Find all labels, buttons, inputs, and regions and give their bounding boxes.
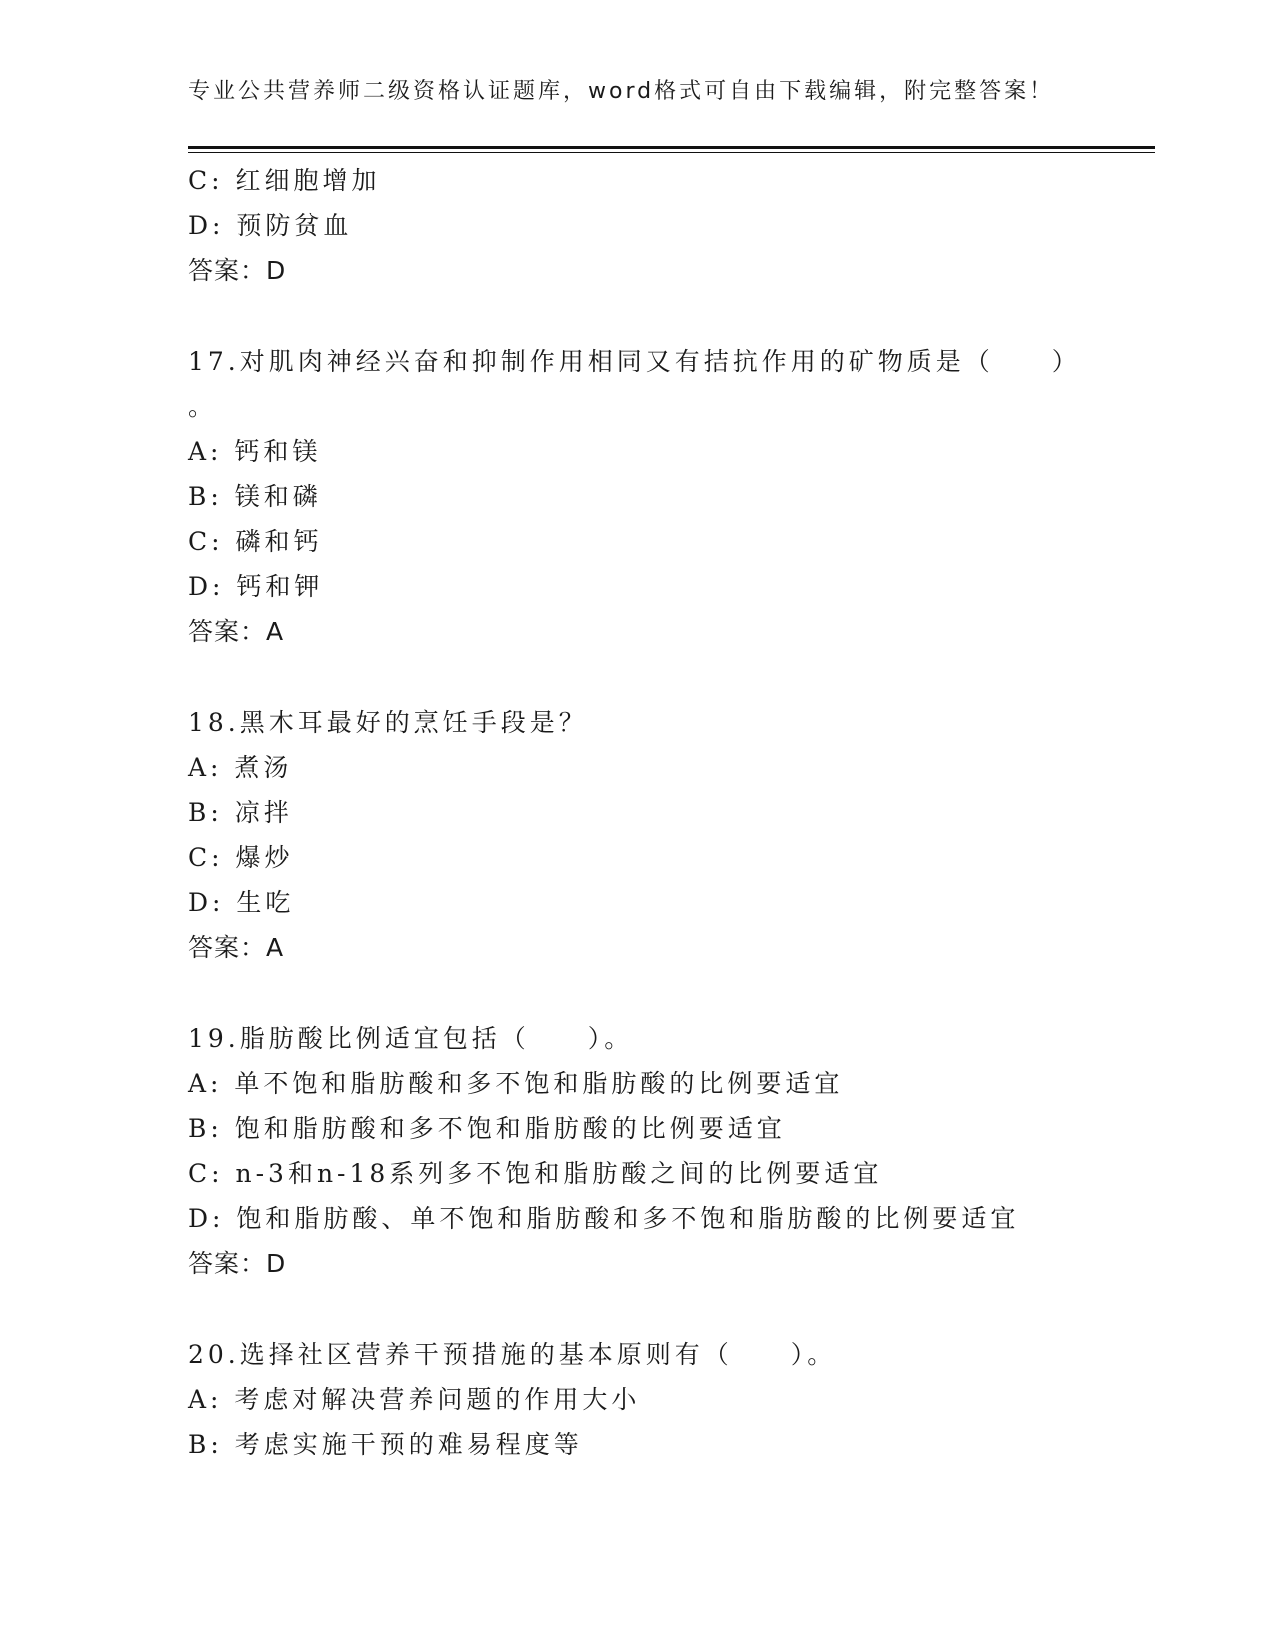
question-20 xyxy=(188,1332,1155,1467)
question-stem: 17.对肌肉神经兴奋和抑制作用相同又有拮抗作用的矿物质是（ ） xyxy=(188,347,1081,376)
question-stem-continuation: 。 xyxy=(188,392,218,421)
header-rule-thick xyxy=(188,146,1155,149)
option-d: D: 预防贫血 xyxy=(188,211,353,240)
answer-line: 答案：A xyxy=(188,933,285,962)
question-16-tail xyxy=(188,158,1155,293)
answer-line: 答案：D xyxy=(188,256,287,285)
option-c: C: 爆炒 xyxy=(188,843,294,872)
header-rule-thin xyxy=(188,152,1155,153)
option-c: C: 红细胞增加 xyxy=(188,166,381,195)
question-stem: 19.脂肪酸比例适宜包括（ ）。 xyxy=(188,1024,634,1053)
option-d: D: 钙和钾 xyxy=(188,572,324,601)
option-a: A: 煮汤 xyxy=(188,753,293,782)
question-18 xyxy=(188,700,1155,970)
option-b: B: 考虑实施干预的难易程度等 xyxy=(188,1430,583,1459)
option-d: D: 饱和脂肪酸、单不饱和脂肪酸和多不饱和脂肪酸的比例要适宜 xyxy=(188,1204,1020,1233)
question-17 xyxy=(188,339,1155,654)
option-d: D: 生吃 xyxy=(188,888,295,917)
option-a: A: 考虑对解决营养问题的作用大小 xyxy=(188,1385,641,1414)
option-c: C: n-3和n-18系列多不饱和脂肪酸之间的比例要适宜 xyxy=(188,1159,883,1188)
question-stem: 18.黑木耳最好的烹饪手段是？ xyxy=(188,708,588,737)
page-header: 专业公共营养师二级资格认证题库，word格式可自由下载编辑，附完整答案！ xyxy=(188,79,1055,104)
option-b: B: 凉拌 xyxy=(188,798,293,827)
question-list xyxy=(188,158,1155,1467)
option-b: B: 饱和脂肪酸和多不饱和脂肪酸的比例要适宜 xyxy=(188,1114,786,1143)
question-stem: 20.选择社区营养干预措施的基本原则有（ ）。 xyxy=(188,1340,837,1369)
question-19 xyxy=(188,1016,1155,1286)
option-a: A: 单不饱和脂肪酸和多不饱和脂肪酸的比例要适宜 xyxy=(188,1069,844,1098)
answer-line: 答案：A xyxy=(188,617,285,646)
option-b: B: 镁和磷 xyxy=(188,482,322,511)
option-c: C: 磷和钙 xyxy=(188,527,323,556)
option-a: A: 钙和镁 xyxy=(188,437,322,466)
answer-line: 答案：D xyxy=(188,1249,287,1278)
